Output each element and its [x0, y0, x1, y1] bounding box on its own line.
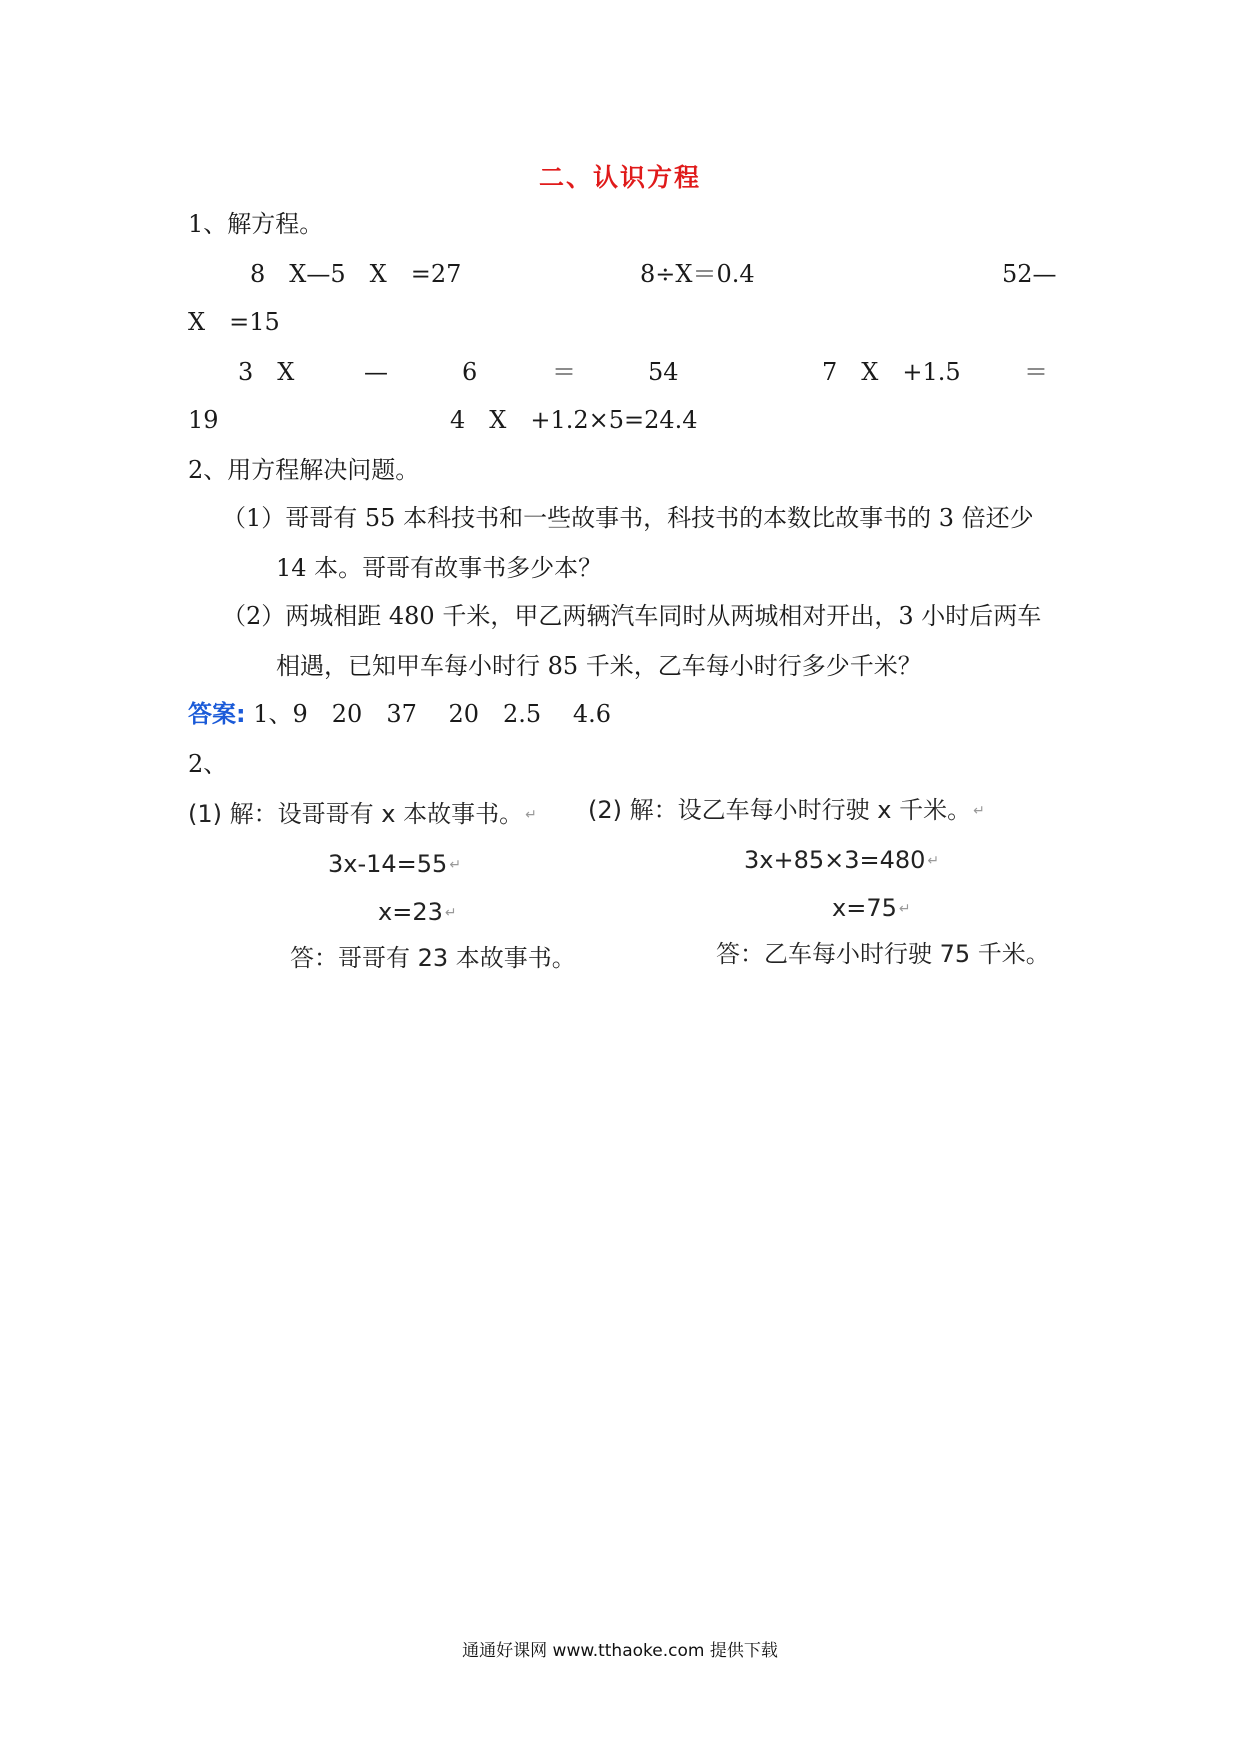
solution-2-reply: 答：乙车每小时行驶 75 千米。 [716, 940, 1050, 968]
equation-3-end: X =15 [188, 308, 280, 336]
equation-4-part-c: 6 [462, 358, 478, 386]
solution-1-result [378, 896, 457, 929]
page-footer: 通通好课网 www.tthaoke.com 提供下载 [462, 1641, 778, 1661]
return-mark-icon: ↵ [927, 853, 940, 869]
answer-label: 答案: [188, 700, 246, 728]
solution-1-intro-text: (1) 解：设哥哥有 x 本故事书。 [188, 800, 524, 828]
return-mark-icon: ↵ [449, 857, 462, 873]
solution-1-intro [188, 798, 537, 831]
equation-5-equals: ＝ [1024, 358, 1048, 386]
solution-2-intro-text: (2) 解：设乙车每小时行驶 x 千米。 [588, 796, 972, 824]
equation-5-left: 7 X +1.5 [822, 358, 961, 386]
equation-4-equals: ＝ [552, 358, 576, 386]
solution-1-reply: 答：哥哥有 23 本故事书。 [290, 944, 576, 972]
equation-4-minus: — [364, 358, 388, 386]
return-mark-icon: ↵ [444, 905, 457, 921]
equation-1: 8 X—5 X =27 [250, 260, 462, 288]
return-mark-icon: ↵ [525, 807, 537, 823]
problem-2-line-2: 相遇，已知甲车每小时行 85 千米，乙车每小时行多少千米？ [276, 652, 922, 680]
equation-4-part-a: 3 X [238, 358, 295, 386]
solution-2-result-text: x=75 [832, 894, 897, 922]
equation-3-start: 52— [1002, 260, 1057, 288]
solution-1-equation [328, 848, 461, 881]
equation-4-result: 54 [648, 358, 679, 386]
solution-2-equation-text: 3x+85×3=480 [744, 846, 926, 874]
question-1-heading: 1、解方程。 [188, 210, 324, 238]
solution-1-result-text: x=23 [378, 898, 443, 926]
answer-line [188, 698, 611, 730]
answer-q2-label: 2、 [188, 750, 228, 778]
problem-1-line-2: 14 本。哥哥有故事书多少本？ [276, 554, 603, 582]
solution-1-equation-text: 3x-14=55 [328, 850, 448, 878]
equation-5-result: 19 [188, 406, 219, 434]
problem-1-line-1: （1）哥哥有 55 本科技书和一些故事书，科技书的本数比故事书的 3 倍还少 [222, 504, 1034, 532]
answer-q1-values: 1、9 20 37 20 2.5 4.6 [253, 700, 611, 728]
return-mark-icon: ↵ [973, 803, 985, 819]
return-mark-icon: ↵ [898, 901, 911, 917]
solution-2-equation [744, 844, 939, 877]
solution-2-intro [588, 794, 985, 827]
problem-2-line-1: （2）两城相距 480 千米，甲乙两辆汽车同时从两城相对开出，3 小时后两车 [222, 602, 1042, 630]
equation-2: 8÷X＝0.4 [640, 260, 755, 288]
question-2-heading: 2、用方程解决问题。 [188, 456, 420, 484]
equation-6: 4 X +1.2×5=24.4 [450, 406, 698, 434]
solution-2-result [832, 892, 911, 925]
page-title: 二、认识方程 [538, 163, 701, 192]
